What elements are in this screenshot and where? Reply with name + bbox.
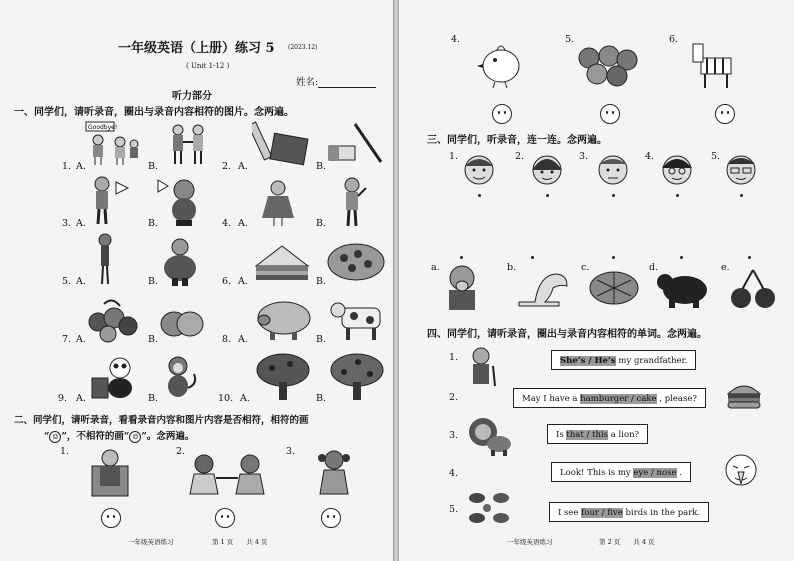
face-girl-4	[657, 152, 697, 188]
match-dot-bottom-e[interactable]	[748, 256, 751, 259]
face-boy-glasses-5	[721, 152, 761, 188]
answer-circle-6[interactable]	[715, 104, 735, 124]
sentence-3-options[interactable]: that / this	[566, 430, 609, 440]
sentence-1: She’s / He’s my grandfather.	[551, 350, 696, 370]
sec2-q4-number: 4.	[451, 34, 461, 45]
footer-right-page: 第 2 页 共 4 页	[599, 538, 655, 546]
section-1-instruction: 一、同学们，请听录音，圈出与录音内容相符的图片。念两遍。	[14, 107, 294, 118]
match-dot-bottom-b[interactable]	[531, 256, 534, 259]
sec3-num-1: 1.	[449, 151, 459, 162]
footer-right-title: 一年级英语练习	[507, 538, 553, 546]
grandma-chair-picture	[88, 448, 134, 500]
child-face-nose-picture	[721, 452, 761, 490]
q7-number: 7.	[62, 334, 72, 345]
sentence-2: May I have a hamburger / cake , please?	[513, 388, 706, 408]
sec2-q6-number: 6.	[669, 34, 679, 45]
boy-pointing-picture	[88, 174, 132, 228]
title-year: (2023.12)	[288, 44, 318, 51]
q6-option-a[interactable]: A.	[238, 276, 248, 287]
frown-icon: ☹	[129, 431, 141, 443]
ruler-book-picture	[252, 120, 312, 166]
match-dot-top-1[interactable]	[478, 194, 481, 197]
sec3-num-4: 4.	[645, 151, 655, 162]
oranges-picture	[575, 40, 639, 88]
sec4-num-1: 1.	[449, 352, 459, 363]
sandwich-picture	[252, 242, 312, 282]
match-dot-top-2[interactable]	[546, 194, 549, 197]
answer-circle-5[interactable]	[600, 104, 620, 124]
sec2-q2-number: 2.	[176, 446, 186, 457]
sentence-5: I see four / five birds in the park.	[549, 502, 709, 522]
match-dot-top-4[interactable]	[676, 194, 679, 197]
sec3-letter-b: b.	[507, 262, 517, 273]
face-boy-1	[459, 152, 499, 188]
match-dot-bottom-a[interactable]	[460, 256, 463, 259]
sentence-2-options[interactable]: hamburger / cake	[580, 394, 657, 404]
fruit-pile-picture	[84, 294, 140, 344]
sec4-num-4: 4.	[449, 468, 459, 479]
section-2-instruction-cont	[44, 428, 194, 443]
cow-picture	[328, 296, 386, 342]
q9-option-b[interactable]: B.	[148, 393, 159, 404]
name-line[interactable]	[318, 79, 376, 88]
boy-waving-picture	[334, 176, 370, 228]
sentence-4-options[interactable]: eye / nose	[633, 468, 677, 478]
sec3-num-2: 2.	[515, 151, 525, 162]
q6-number: 6.	[222, 276, 232, 287]
q9-number: 9.	[58, 393, 68, 404]
sec4-num-3: 3.	[449, 430, 459, 441]
quote-open: “	[44, 431, 50, 442]
q7-option-b[interactable]: B.	[148, 334, 159, 345]
chick-picture	[477, 36, 525, 88]
q8-option-a[interactable]: A.	[238, 334, 248, 345]
man-touching-face-picture	[439, 262, 485, 312]
zebra-picture	[689, 40, 739, 90]
q7-option-a[interactable]: A.	[76, 334, 86, 345]
pie-picture	[587, 266, 641, 308]
listening-header: 听力部分	[172, 91, 212, 102]
quote-end: ”。念两遍。	[141, 431, 195, 442]
match-dot-top-3[interactable]	[612, 194, 615, 197]
q3-option-a[interactable]: A.	[76, 218, 86, 229]
sec2-q3-number: 3.	[286, 446, 296, 457]
pig-picture	[252, 296, 314, 342]
q5-option-b[interactable]: B.	[148, 276, 159, 287]
lion-picture	[465, 414, 513, 458]
q5-number: 5.	[62, 276, 72, 287]
q10-number: 10.	[218, 393, 234, 404]
match-dot-bottom-c[interactable]	[612, 256, 615, 259]
sec4-num-5: 5.	[449, 504, 459, 515]
answer-circle-2[interactable]	[215, 508, 235, 528]
sec3-num-3: 3.	[579, 151, 589, 162]
q9-option-a[interactable]: A.	[76, 393, 86, 404]
q1-option-b[interactable]: B.	[148, 161, 159, 172]
match-dot-top-5[interactable]	[740, 194, 743, 197]
eraser-pencil-picture	[325, 122, 385, 166]
q2-number: 2.	[222, 161, 232, 172]
sentence-1-options[interactable]: She’s / He’s	[560, 356, 616, 366]
girl-dress-picture	[258, 178, 298, 228]
panda-picture	[90, 354, 136, 400]
quote-mid: ”，不相符的画“	[61, 431, 130, 442]
two-girls-picture	[184, 452, 274, 498]
section-2-instruction: 二、同学们，请听录音，看看录音内容和图片内容是否相符，相符的画	[14, 415, 309, 426]
footer-left-page: 第 1 页 共 4 页	[212, 538, 268, 546]
sec3-letter-a: a.	[431, 262, 440, 273]
sec3-letter-e: e.	[721, 262, 730, 273]
birds-picture	[465, 488, 517, 528]
q6-option-b[interactable]: B.	[316, 276, 327, 287]
sentence-3: Is that / this a lion?	[547, 424, 648, 444]
unit-label: ( Unit 1-12 )	[186, 62, 230, 70]
q4-number: 4.	[222, 218, 232, 229]
q2-option-b[interactable]: B.	[316, 161, 327, 172]
q1-number: 1.	[62, 161, 72, 172]
sec3-letter-c: c.	[581, 262, 590, 273]
section-4-instruction: 四、同学们，请听录音，圈出与录音内容相符的单词。念两遍。	[427, 329, 707, 340]
sec2-q1-number: 1.	[60, 446, 70, 457]
bear-picture	[655, 266, 711, 310]
q5-option-a[interactable]: A.	[76, 276, 86, 287]
sec3-letter-d: d.	[649, 262, 659, 273]
match-dot-bottom-d[interactable]	[680, 256, 683, 259]
face-boy-3	[593, 152, 633, 188]
footer-left-title: 一年级英语练习	[128, 538, 174, 546]
q2-option-a[interactable]: A.	[238, 161, 248, 172]
sec4-num-2: 2.	[449, 392, 459, 403]
fat-boy-picture	[160, 238, 200, 286]
section-3-instruction: 三、同学们，听录音，连一连。念两遍。	[427, 135, 607, 146]
answer-circle-4[interactable]	[492, 104, 512, 124]
q8-number: 8.	[222, 334, 232, 345]
page-title: 一年级英语（上册）练习 5	[118, 41, 275, 56]
left-page	[0, 0, 393, 561]
cartoon-boy-picture	[156, 176, 206, 228]
q1-option-a[interactable]: A.	[76, 161, 86, 172]
face-girl-2	[527, 152, 567, 188]
name-field[interactable]	[296, 74, 376, 88]
q3-number: 3.	[62, 218, 72, 229]
arm-muscle-picture	[515, 266, 571, 308]
grandfather-picture	[465, 346, 501, 388]
q3-option-b[interactable]: B.	[148, 218, 159, 229]
goodbye-kids-picture	[84, 120, 142, 166]
sentence-5-options[interactable]: four / five	[581, 508, 623, 518]
answer-circle-1[interactable]	[101, 508, 121, 528]
smile-icon: ☺	[49, 431, 61, 443]
handshake-picture	[168, 122, 208, 166]
q4-option-b[interactable]: B.	[316, 218, 327, 229]
tree-a-picture	[254, 352, 312, 402]
goodbye-sign-text: Goodbye!	[88, 124, 118, 131]
sentence-4: Look! This is my eye / nose .	[551, 462, 691, 482]
sec2-q5-number: 5.	[565, 34, 575, 45]
answer-circle-3[interactable]	[321, 508, 341, 528]
tree-b-picture	[328, 352, 386, 402]
thin-boy-picture	[90, 232, 120, 286]
pizza-picture	[326, 240, 386, 284]
hamburger-picture	[725, 378, 763, 412]
q10-option-b[interactable]: B.	[316, 393, 327, 404]
right-page	[399, 0, 794, 561]
sec3-num-5: 5.	[711, 151, 721, 162]
girl-pigtails-picture	[314, 448, 354, 500]
name-label: 姓名:	[296, 77, 319, 88]
monkey-picture	[160, 354, 200, 400]
peaches-picture	[158, 302, 206, 342]
q10-option-a[interactable]: A.	[240, 393, 250, 404]
q4-option-a[interactable]: A.	[238, 218, 248, 229]
q8-option-b[interactable]: B.	[316, 334, 327, 345]
cherries-picture	[727, 266, 779, 310]
